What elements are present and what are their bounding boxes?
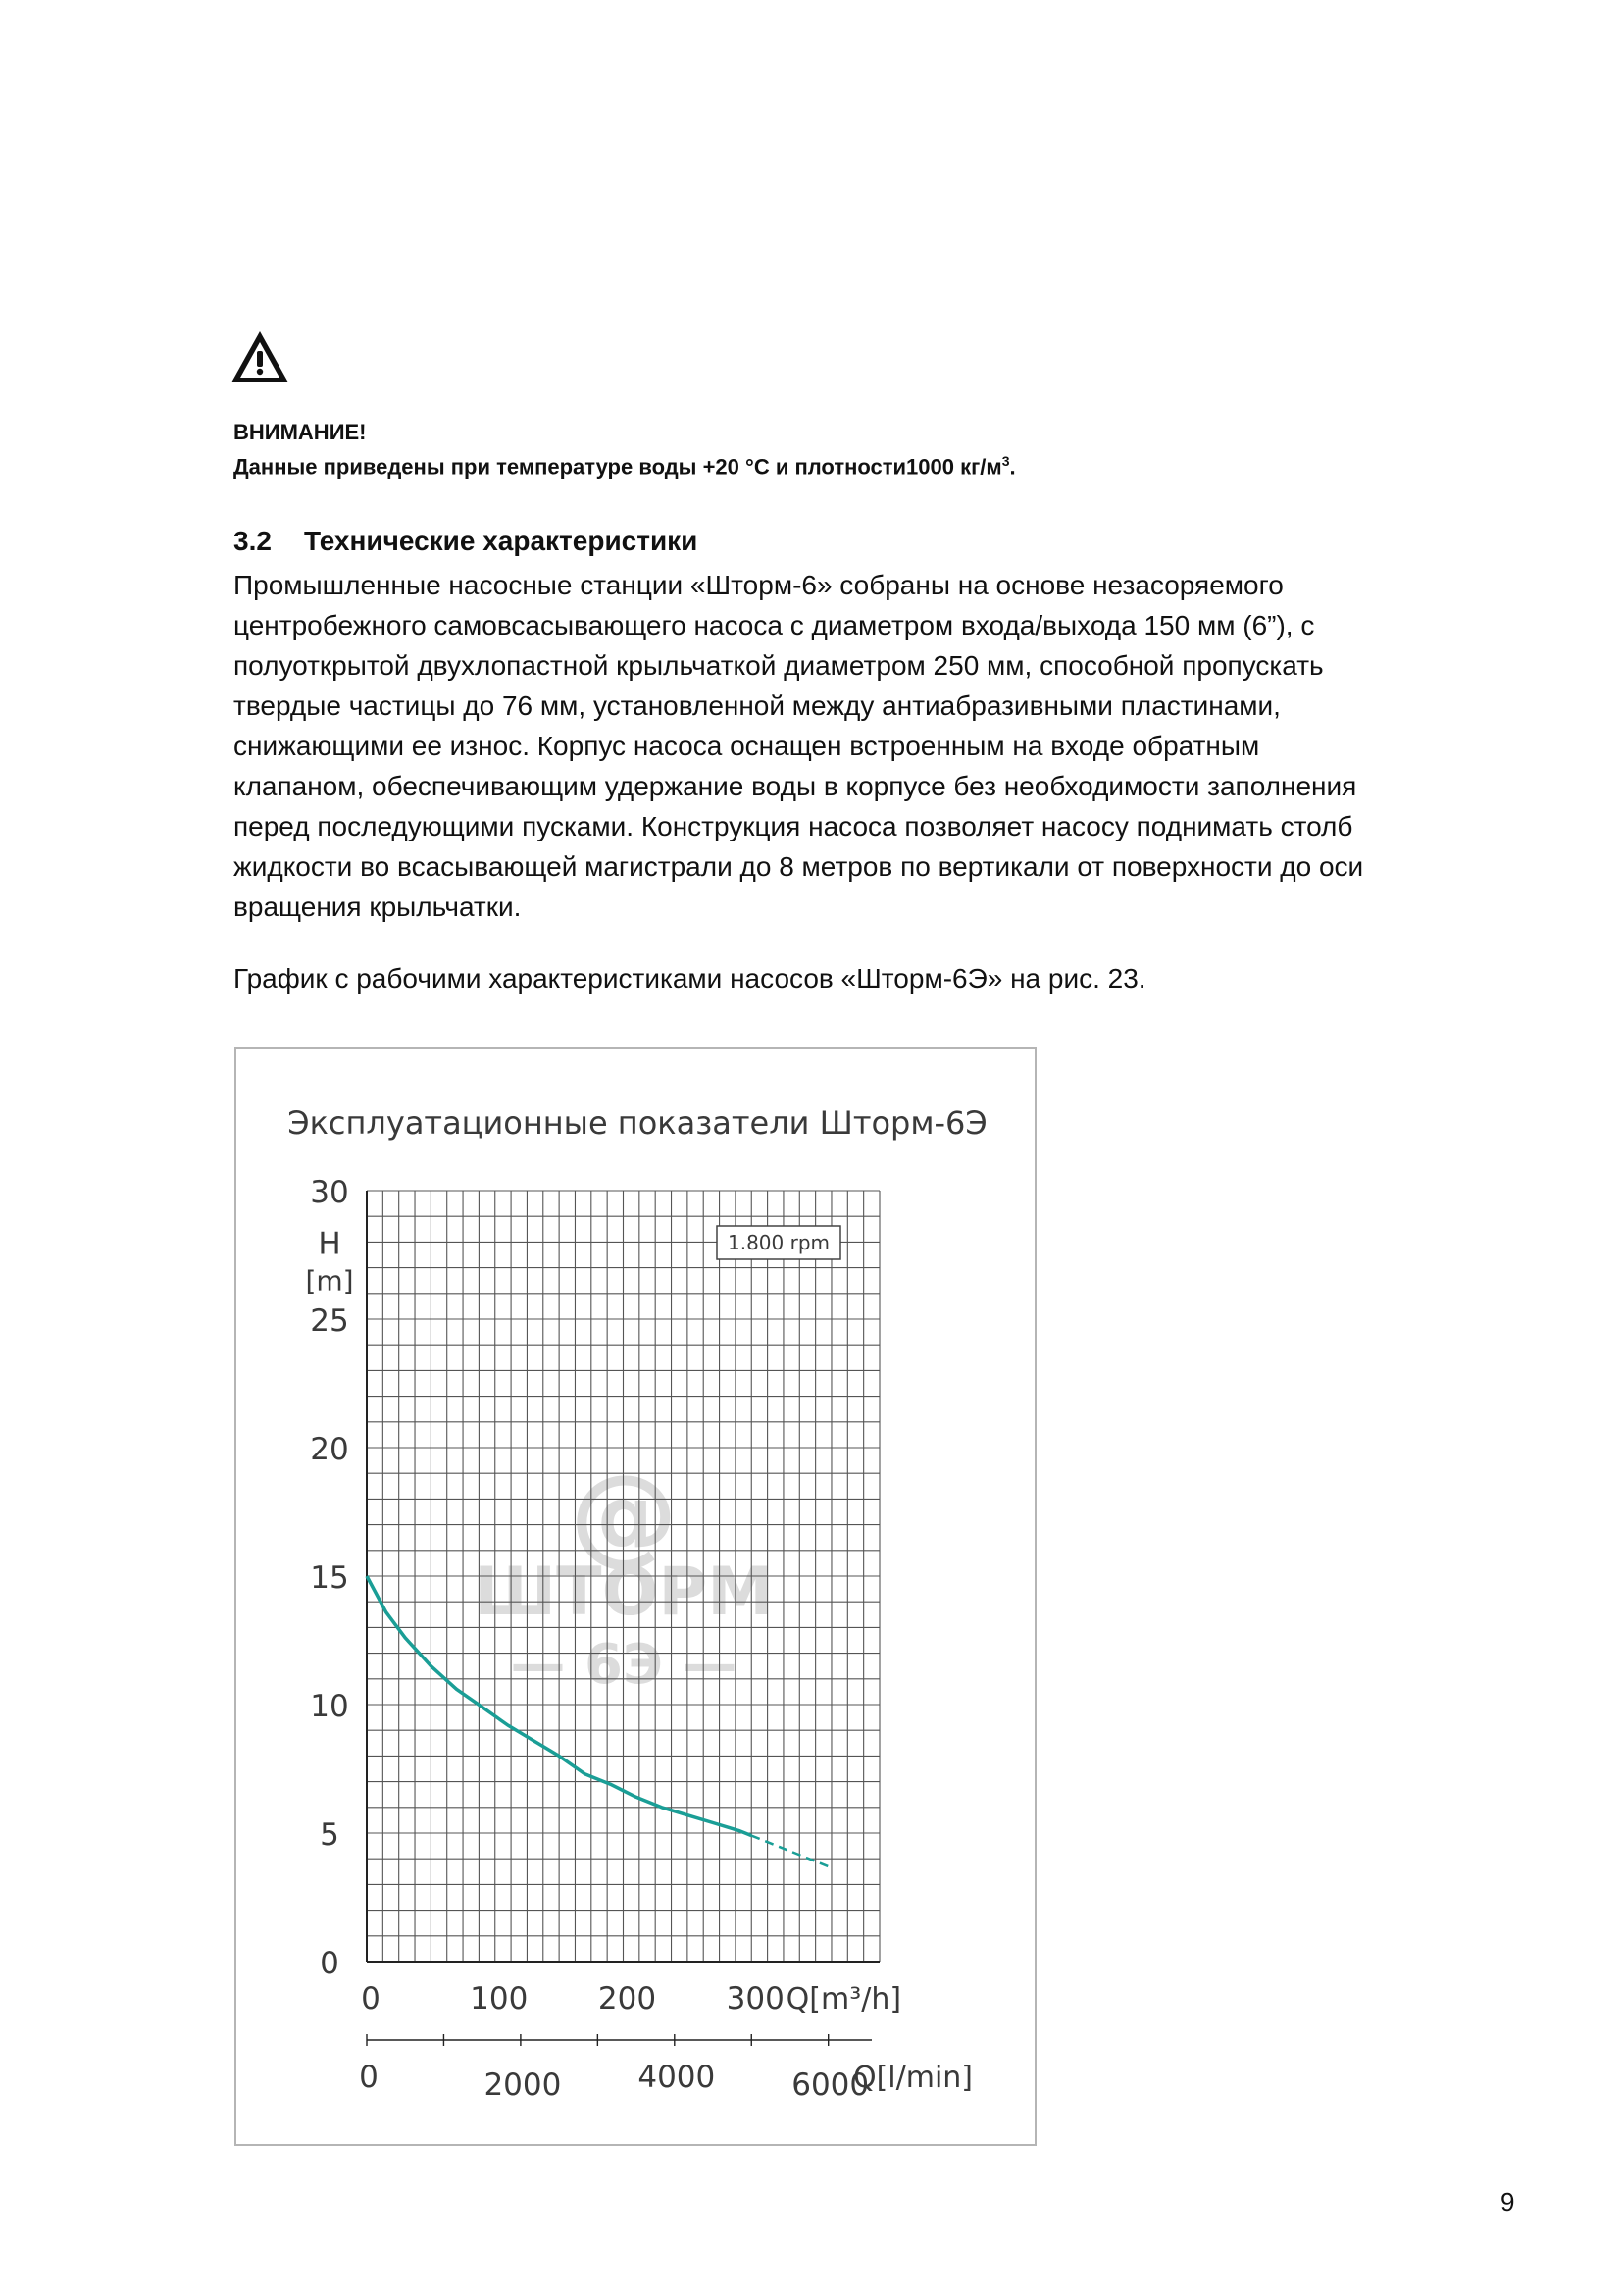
rpm-annotation: 1.800 rpm bbox=[727, 1231, 831, 1254]
secondary-x-tick-label: 6000 bbox=[791, 2067, 870, 2103]
watermark-logo-icon: @ bbox=[570, 1452, 678, 1577]
x-tick-label: 0 bbox=[361, 1981, 381, 2016]
body-line: центробежного самовсасывающего насоса с диаметром входа/выхода 150 мм (6”), с bbox=[233, 610, 1315, 640]
y-tick-label: 5 bbox=[320, 1817, 339, 1853]
secondary-x-axis-label: Q[l/min] bbox=[852, 2061, 974, 2095]
y-tick-label: 10 bbox=[310, 1689, 349, 1724]
page-number: 9 bbox=[1500, 2187, 1515, 2217]
body-line: снижающими ее износ. Корпус насоса оснащен встроенным на входе обратным bbox=[233, 731, 1260, 761]
y-tick-label: 15 bbox=[310, 1560, 349, 1596]
body-line: клапаном, обеспечивающим удержание воды в корпусе без необходимости заполнения bbox=[233, 771, 1357, 801]
body-line: полуоткрытой двухлопастной крыльчаткой диаметром 250 мм, способной пропускать bbox=[233, 650, 1324, 681]
secondary-x-tick-label: 2000 bbox=[483, 2067, 562, 2103]
warning-triangle-icon bbox=[229, 330, 290, 384]
x-axis-label: Q[m³/h] bbox=[786, 1982, 902, 2016]
body-line: Промышленные насосные станции «Шторм-6» собраны на основе незасоряемого bbox=[233, 570, 1284, 600]
body-line: вращения крыльчатки. bbox=[233, 892, 522, 922]
figure-reference: График с рабочими характеристиками насосов «Шторм-6Э» на рис. 23. bbox=[233, 963, 1146, 994]
body-line: перед последующими пусками. Конструкция насоса позволяет насосу поднимать столб bbox=[233, 811, 1353, 841]
watermark-subtext: — 6Э — bbox=[510, 1633, 737, 1697]
performance-chart bbox=[236, 1049, 1035, 2144]
y-axis-unit: [m] bbox=[305, 1264, 354, 1298]
body-line: твердые частицы до 76 мм, установленной между антиабразивными пластинами, bbox=[233, 690, 1281, 721]
watermark-text: ШТОРМ bbox=[474, 1554, 774, 1631]
chart-title: Эксплуатационные показатели Шторм-6Э bbox=[287, 1104, 988, 1142]
x-tick-label: 300 bbox=[726, 1981, 785, 2016]
warning-title: ВНИМАНИЕ! bbox=[233, 420, 367, 444]
x-tick-label: 200 bbox=[597, 1981, 657, 2016]
section-body bbox=[233, 565, 1548, 927]
section-heading bbox=[233, 526, 697, 557]
x-tick-label: 100 bbox=[470, 1981, 529, 2016]
section-title: Технические характеристики bbox=[304, 526, 698, 556]
y-tick-label: 30 bbox=[310, 1175, 349, 1210]
chart-frame bbox=[234, 1047, 1037, 2146]
y-tick-label: 25 bbox=[310, 1303, 349, 1339]
body-line: жидкости во всасывающей магистрали до 8 метров по вертикали от поверхности до оси bbox=[233, 851, 1364, 882]
warning-text: Данные приведены при температуре воды +20 °С и плотности1000 $кг/м^3$. bbox=[233, 453, 1016, 480]
y-axis-label: H bbox=[318, 1226, 341, 1262]
section-number: 3.2 bbox=[233, 526, 272, 556]
secondary-x-tick-label: 4000 bbox=[637, 2060, 716, 2095]
secondary-x-tick-label: 0 bbox=[359, 2060, 379, 2095]
performance-curve-extrapolated bbox=[751, 1836, 828, 1867]
chart-grid bbox=[367, 1191, 880, 1962]
y-tick-label: 20 bbox=[310, 1432, 349, 1467]
y-tick-label: 0 bbox=[320, 1946, 339, 1981]
